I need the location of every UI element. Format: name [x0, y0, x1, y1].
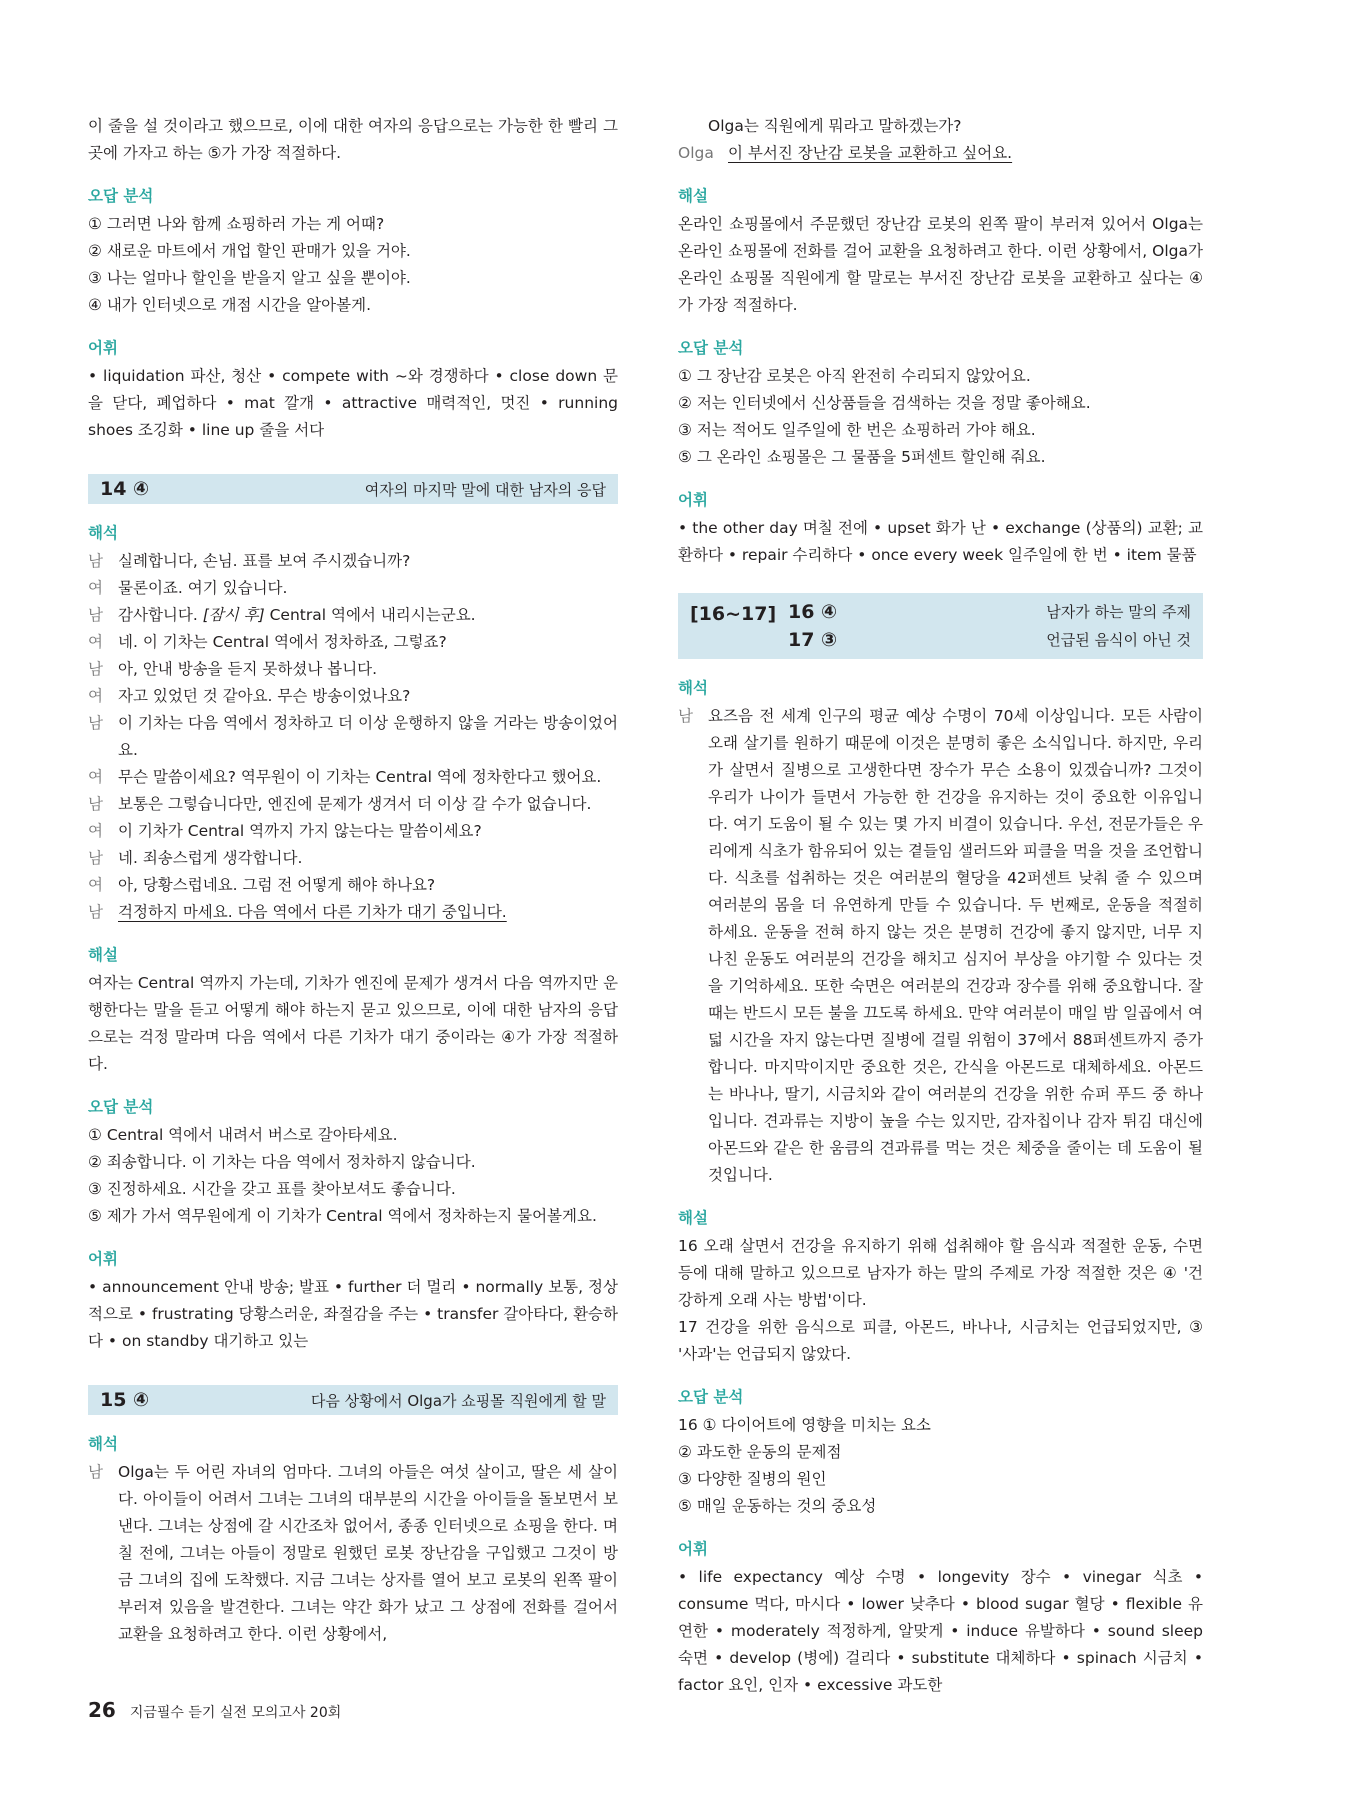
monologue-text: Olga는 두 어린 자녀의 엄마다. 그녀의 아들은 여섯 살이고, 딸은 세 살이다. 아이들이 어려서 그녀는 그녀의 대부분의 시간을 아이들을 돌보면서 보낸다. 그녀는 상점에 갈 시간조차 없어서, 종종 인터넷으로 쇼핑을 한다. 며칠 전에, 그녀는 아들이 정말로 원했던 로봇 장난감을 구입했고 그것이 방금 그녀의 집에 도착했다. 지금 그녀는 상자를 열어 보고 로봇의 왼쪽 팔이 부러져 있음을 발견한다. 그녀는 약간 화가 났고 그 상점에 전화를 걸어서 교환을 요청하려고 한다. 이런 상황에서,: [118, 1463, 618, 1643]
q15-vocab: • the other day 며칠 전에 • upset 화가 난 • exchange (상품의) 교환; 교환하다 • repair 수리하다 • once every week 일주일에 한 번 • item 물품: [678, 519, 1203, 564]
list-item: ② 과도한 운동의 문제점: [678, 1443, 842, 1461]
q14-explanation: 여자는 Central 역까지 가는데, 기차가 엔진에 문제가 생겨서 다음 역까지만 운행한다는 말을 듣고 어떻게 해야 하는지 묻고 있으므로, 이에 대한 남자의 응답으로는 걱정 말라며 다음 역에서 다른 기차가 대기 중이라는 ④가 가장 적절하다.: [88, 974, 618, 1073]
q14-vocab: • announcement 안내 방송; 발표 • further 더 멀리 • normally 보통, 정상적으로 • frustrating 당황스러운, 좌절감을 주는 • transfer 갈아타다, 환승하다 • on standby 대기하고 있는: [88, 1278, 618, 1350]
list-item: ③ 다양한 질병의 원인: [678, 1470, 827, 1488]
right-column: [678, 113, 1203, 1699]
q14-wrong-list: [88, 1122, 618, 1230]
dialogue-line: [88, 656, 618, 683]
speaker: 여: [88, 579, 103, 597]
q17-row: [788, 629, 1191, 651]
utterance: 네. 죄송스럽게 생각합니다.: [118, 849, 303, 867]
list-item: ⑤ 그 온라인 쇼핑몰은 그 물품을 5퍼센트 할인해 줘요.: [678, 448, 1046, 466]
dialogue-line: [88, 683, 618, 710]
utterance: 물론이죠. 여기 있습니다.: [118, 579, 288, 597]
utterance: 아, 안내 방송을 듣지 못하셨나 봅니다.: [118, 660, 378, 678]
book-title: 지금필수 듣기 실전 모의고사 20회: [129, 1705, 342, 1721]
dialogue-line: [88, 899, 618, 926]
speaker: 남: [88, 849, 103, 867]
q16-row: [788, 601, 1191, 623]
q14-header-bar: [88, 474, 618, 504]
dialogue-line: [88, 818, 618, 845]
dialogue-line: [88, 629, 618, 656]
q16-explanation: 16 오래 살면서 건강을 유지하기 위해 섭취해야 할 음식과 적절한 운동, 수면 등에 대해 말하고 있으므로 남자가 하는 말의 주제로 가장 적절한 것은 ④ '건강하게 오래 사는 방법'이다.: [678, 1237, 1203, 1309]
q13-tail-paragraph: 이 줄을 설 것이라고 했으므로, 이에 대한 여자의 응답으로는 가능한 한 빨리 그곳에 가자고 하는 ⑤가 가장 적절하다.: [88, 117, 618, 162]
q15-translation-heading: 해석: [88, 1435, 118, 1453]
q16-17-header-bar: [678, 593, 1203, 659]
dialogue-line: [88, 575, 618, 602]
dialogue-line: [88, 548, 618, 575]
list-item: ③ 저는 적어도 일주일에 한 번은 쇼핑하러 가야 해요.: [678, 421, 1036, 439]
list-item: ② 새로운 마트에서 개업 할인 판매가 있을 거야.: [88, 242, 411, 260]
q14-wrong-heading: 오답 분석: [88, 1098, 154, 1116]
q16-17-range: [16~17]: [690, 603, 777, 625]
q16-number: 16 ④: [788, 601, 838, 623]
q15-wrong-heading: 오답 분석: [678, 339, 744, 357]
dialogue-line: [88, 845, 618, 872]
list-item: ③ 진정하세요. 시간을 갖고 표를 찾아보셔도 좋습니다.: [88, 1180, 456, 1198]
q16-17-translation-heading: 해석: [678, 679, 708, 697]
speaker: 여: [88, 633, 103, 651]
q16-17-vocab: • life expectancy 예상 수명 • longevity 장수 • vinegar 식초 • consume 먹다, 마시다 • lower 낮추다 • blood sugar 혈당 • flexible 유연한 • moderately 적정하게, 알맞게 • induce 유발하다 • sound sleep 숙면 • develop (병에) 걸리다 • substitute 대체하다 • spinach 시금치 • factor 요인, 인자 • excessive 과도한: [678, 1568, 1203, 1694]
q14-dialogue: [88, 548, 618, 926]
q13-wrong-heading: 오답 분석: [88, 187, 154, 205]
q15-explanation-heading: 해설: [678, 187, 708, 205]
utterance: 보통은 그렇습니다만, 엔진에 문제가 생겨서 더 이상 갈 수가 없습니다.: [118, 795, 592, 813]
q15-number: 15 ④: [100, 1389, 150, 1411]
dialogue-line: [88, 602, 618, 629]
answer-utterance: 걱정하지 마세요. 다음 역에서 다른 기차가 대기 중입니다.: [118, 903, 507, 921]
q15-wrong-list: [678, 363, 1203, 471]
utterance: 아, 당황스럽네요. 그럼 전 어떻게 해야 하나요?: [118, 876, 436, 894]
q16-17-wrong-heading: 오답 분석: [678, 1388, 744, 1406]
q16-17-explanation-heading: 해설: [678, 1209, 708, 1227]
utterance: 무슨 말씀이세요? 역무원이 이 기차는 Central 역에 정차한다고 했어요.: [118, 768, 602, 786]
q15-answer-line: [678, 140, 1203, 167]
q14-topic: 여자의 마지막 말에 대한 남자의 응답: [364, 480, 606, 499]
speaker: 여: [88, 876, 103, 894]
left-column: [88, 113, 618, 1648]
q15-question: Olga는 직원에게 뭐라고 말하겠는가?: [708, 117, 962, 135]
list-item: ② 죄송합니다. 이 기차는 다음 역에서 정차하지 않습니다.: [88, 1153, 476, 1171]
utterance: 이 기차가 Central 역까지 가지 않는다는 말씀이세요?: [118, 822, 482, 840]
list-item: ① 그 장난감 로봇은 아직 완전히 수리되지 않았어요.: [678, 367, 1031, 385]
speaker: 남: [88, 714, 103, 732]
q14-number: 14 ④: [100, 478, 150, 500]
dialogue-line: [88, 764, 618, 791]
q15-topic: 다음 상황에서 Olga가 쇼핑몰 직원에게 할 말: [310, 1391, 606, 1410]
q16-17-monologue: [678, 703, 1203, 1189]
utterance: 자고 있었던 것 같아요. 무슨 방송이었나요?: [118, 687, 411, 705]
q15-answer: 이 부서진 장난감 로봇을 교환하고 싶어요.: [728, 144, 1013, 162]
list-item: ⑤ 제가 가서 역무원에게 이 기차가 Central 역에서 정차하는지 물어볼게요.: [88, 1207, 597, 1225]
q13-wrong-list: [88, 211, 618, 319]
utterance: 감사합니다. [잠시 후] Central 역에서 내리시는군요.: [118, 606, 476, 624]
q16-17-vocab-heading: 어휘: [678, 1540, 708, 1558]
q16-wrong-list: [678, 1412, 1203, 1520]
speaker: 남: [88, 1463, 103, 1481]
speaker: 여: [88, 687, 103, 705]
speaker: 남: [88, 606, 103, 624]
list-item: ① 그러면 나와 함께 쇼핑하러 가는 게 어때?: [88, 215, 385, 233]
q16-topic: 남자가 하는 말의 주제: [1046, 603, 1191, 621]
speaker: 여: [88, 768, 103, 786]
indent: [678, 113, 708, 140]
speaker: Olga: [678, 144, 714, 162]
speaker: 남: [88, 552, 103, 570]
q14-translation-heading: 해석: [88, 524, 118, 542]
dialogue-line: [88, 710, 618, 764]
q13-vocab-heading: 어휘: [88, 339, 118, 357]
list-item: 16 ① 다이어트에 영향을 미치는 요소: [678, 1416, 931, 1434]
q15-vocab-heading: 어휘: [678, 491, 708, 509]
list-item: ① Central 역에서 내려서 버스로 갈아타세요.: [88, 1126, 398, 1144]
page-footer: [88, 1698, 341, 1722]
speaker: 남: [88, 795, 103, 813]
utterance: 네. 이 기차는 Central 역에서 정차하죠, 그렇죠?: [118, 633, 447, 651]
q13-vocab: • liquidation 파산, 청산 • compete with ~와 경쟁하다 • close down 문을 닫다, 폐업하다 • mat 깔개 • attractive 매력적인, 멋진 • running shoes 조깅화 • line up 줄을 서다: [88, 367, 618, 439]
q15-question-line: [678, 113, 1203, 140]
q17-explanation: 17 건강을 위한 음식으로 피클, 아몬드, 바나나, 시금치는 언급되었지만, ③ '사과'는 언급되지 않았다.: [678, 1318, 1203, 1363]
q17-number: 17 ③: [788, 629, 838, 651]
q17-topic: 언급된 음식이 아닌 것: [1046, 631, 1191, 649]
stage-direction: [잠시 후]: [202, 606, 265, 624]
q14-vocab-heading: 어휘: [88, 1250, 118, 1268]
dialogue-line: [88, 791, 618, 818]
monologue-text: 요즈음 전 세계 인구의 평균 예상 수명이 70세 이상입니다. 모든 사람이 오래 살기를 원하기 때문에 이것은 분명히 좋은 소식입니다. 하지만, 우리가 살면서 질병으로 고생한다면 장수가 무슨 소용이 있겠습니까? 그것이 우리가 나이가 들면서 가능한 한 건강을 유지하는 것이 중요한 이유입니다. 여기 도움이 될 수 있는 몇 가지 비결이 있습니다. 우선, 전문가들은 우리에게 식초가 함유되어 있는 곁들임 샐러드와 피클을 먹을 것을 조언합니다. 식초를 섭취하는 것은 여러분의 혈당을 42퍼센트 낮춰 줄 수 있으며 여러분의 몸을 더 유연하게 만들 수 있습니다. 두 번째로, 운동을 적절히 하세요. 운동을 전혀 하지 않는 것은 분명히 건강에 좋지 않지만, 너무 지나친 운동도 여러분의 건강을 해치고 심지어 부상을 야기할 수 있다는 것을 기억하세요. 또한 숙면은 여러분의 건강과 장수를 위해 중요합니다. 잘 때는 반드시 모든 불을 끄도록 하세요. 만약 여러분이 매일 밤 일곱에서 여덟 시간을 자지 않는다면 질병에 걸릴 위험이 37에서 88퍼센트까지 증가합니다. 마지막이지만 중요한 것은, 간식을 아몬드로 대체하세요. 아몬드는 바나나, 딸기, 시금치와 같이 여러분의 건강을 위한 슈퍼 푸드 중 하나입니다. 견과류는 지방이 높을 수는 있지만, 감자칩이나 감자 튀김 대신에 아몬드와 같은 한 움큼의 견과류를 먹는 것은 체중을 줄이는 데 도움이 될 것입니다.: [708, 707, 1203, 1184]
list-item: ④ 내가 인터넷으로 개점 시간을 알아볼게.: [88, 296, 372, 314]
speaker: 남: [88, 903, 103, 921]
list-item: ③ 나는 얼마나 할인을 받을지 알고 싶을 뿐이야.: [88, 269, 411, 287]
page-number: 26: [88, 1698, 116, 1722]
list-item: ② 저는 인터넷에서 신상품들을 검색하는 것을 정말 좋아해요.: [678, 394, 1091, 412]
q15-header-bar: [88, 1385, 618, 1415]
dialogue-line: [88, 872, 618, 899]
utterance: 실례합니다, 손님. 표를 보여 주시겠습니까?: [118, 552, 411, 570]
utterance: 이 기차는 다음 역에서 정차하고 더 이상 운행하지 않을 거라는 방송이었어요.: [118, 714, 618, 759]
list-item: ⑤ 매일 운동하는 것의 중요성: [678, 1497, 877, 1515]
speaker: 남: [88, 660, 103, 678]
speaker: 남: [678, 707, 693, 725]
q14-explanation-heading: 해설: [88, 946, 118, 964]
q15-explanation: 온라인 쇼핑몰에서 주문했던 장난감 로봇의 왼쪽 팔이 부러져 있어서 Olga는 온라인 쇼핑몰에 전화를 걸어 교환을 요청하려고 한다. 이런 상황에서, Olga가 온라인 쇼핑몰 직원에게 할 말로는 부서진 장난감 로봇을 교환하고 싶다는 ④가 가장 적절하다.: [678, 215, 1203, 314]
q15-monologue: [88, 1459, 618, 1648]
speaker: 여: [88, 822, 103, 840]
